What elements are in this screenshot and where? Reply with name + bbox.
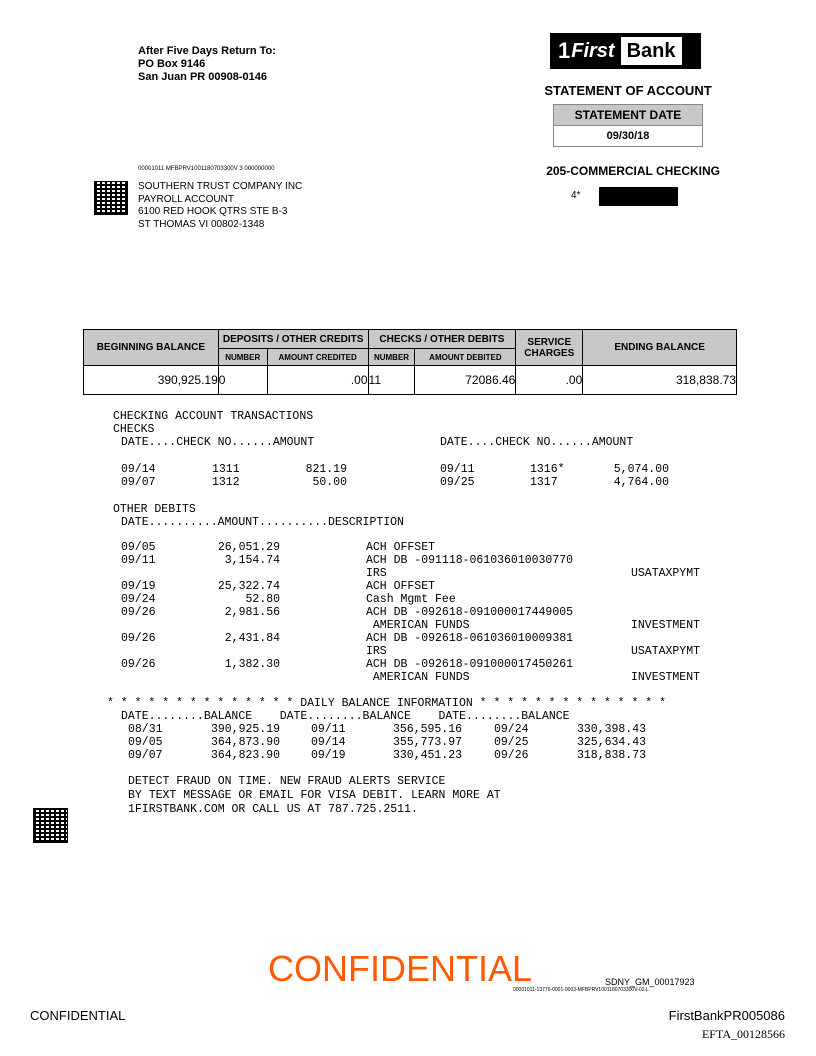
check-date: 09/11 [440,463,475,476]
balance-amount: 330,398.43 [576,723,646,736]
barcode-icon [94,181,128,215]
balance-date: 09/26 [494,749,529,762]
balance-date: 09/11 [311,723,346,736]
check-amount: 5,074.00 [613,463,669,476]
balance-amount: 356,595.16 [392,723,462,736]
balance-amount: 318,838.73 [576,749,646,762]
beginning-balance-header: BEGINNING BALANCE [84,330,219,366]
debit-amount: 2,431.84 [224,632,280,645]
amount-credited-value: .00 [267,366,368,395]
statement-date-value: 09/30/18 [606,130,650,142]
debit-description: ACH OFFSET [366,541,436,554]
debit-description-line2: IRS [366,567,387,580]
debit-description: ACH DB -091118-061036010030770 [366,554,574,567]
check-amount: 821.19 [305,463,347,476]
mailing-line: PAYROLL ACCOUNT [138,193,234,205]
debit-date: 09/26 [121,658,156,671]
debit-description-line2: IRS [366,645,387,658]
check-date: 09/14 [121,463,156,476]
debit-amount: 52.80 [245,593,280,606]
debit-tag: INVESTMENT [630,619,700,632]
ending-balance-header: ENDING BALANCE [583,330,737,366]
service-charges-value: .00 [516,366,583,395]
mailing-address [138,181,302,231]
amount-debited-value: 72086.46 [415,366,516,395]
debit-description-line2: AMERICAN FUNDS [366,619,470,632]
return-address [138,45,276,84]
debit-amount: 2,981.56 [224,606,280,619]
balance-amount: 390,925.19 [210,723,280,736]
statement-date-label: STATEMENT DATE [554,105,702,126]
balance-amount: 364,873.90 [210,736,280,749]
other-debits-label: OTHER DEBITS [113,503,196,516]
checks-number-header: NUMBER [368,349,415,366]
transactions-title: CHECKING ACCOUNT TRANSACTIONS [113,410,314,423]
statement-date-box [553,104,703,147]
logo-bank: Bank [621,37,682,65]
debit-date: 09/24 [121,593,156,606]
checks-header-left: DATE....CHECK NO......AMOUNT [121,436,315,449]
redaction-box [599,187,678,206]
confidential-stamp: CONFIDENTIAL [268,948,533,989]
mailing-line: ST THOMAS VI 00802-1348 [138,218,265,230]
debit-description: ACH OFFSET [366,580,436,593]
amount-debited-header: AMOUNT DEBITED [415,349,516,366]
debit-description: Cash Mgmt Fee [366,593,456,606]
beginning-balance-value: 390,925.19 [84,366,219,395]
balance-date: 09/25 [494,736,529,749]
debit-description: ACH DB -092618-061036010009381 [366,632,574,645]
service-charges-header: SERVICE CHARGES [516,330,583,366]
debit-date: 09/05 [121,541,156,554]
debit-description: ACH DB -092618-091000017450261 [366,658,574,671]
fraud-notice-line: BY TEXT MESSAGE OR EMAIL FOR VISA DEBIT. LEARN MORE AT [128,789,501,802]
debit-date: 09/26 [121,606,156,619]
balance-date: 09/24 [494,723,529,736]
debit-date: 09/19 [121,580,156,593]
logo-first: First [571,39,615,62]
fraud-notice-line: DETECT FRAUD ON TIME. NEW FRAUD ALERTS SERVICE [128,775,446,788]
amount-credited-header: AMOUNT CREDITED [267,349,368,366]
fraud-notice-line: 1FIRSTBANK.COM OR CALL US AT 787.725.2511. [128,803,418,816]
efta-number: EFTA_00128566 [701,1027,785,1041]
balance-date: 09/19 [311,749,346,762]
checks-number-value: 11 [368,366,415,395]
firstbank-bates-number: FirstBankPR005086 [668,1008,785,1023]
account-summary-table [83,329,737,395]
return-address-line: After Five Days Return To: [138,45,276,57]
document-code: 00001011-13776-0001-0003-MFBPRV1001180703300V-02-L [513,987,649,993]
debit-tag: USATAXPYMT [630,567,700,580]
checks-header: CHECKS / OTHER DEBITS [368,330,516,349]
check-amount: 4,764.00 [613,476,669,489]
check-number: 1317 [530,476,558,489]
debit-amount: 25,322.74 [217,580,280,593]
daily-balance-header: DATE........BALANCE DATE........BALANCE DATE........BALANCE [121,710,570,723]
balance-date: 09/05 [128,736,163,749]
account-type: 205-COMMERCIAL CHECKING [546,164,720,178]
debit-tag: INVESTMENT [630,671,700,684]
bank-logo [550,33,701,69]
check-number: 1316* [530,463,565,476]
barcode-icon [33,808,68,843]
debit-date: 09/26 [121,632,156,645]
balance-amount: 355,773.97 [392,736,462,749]
debit-date: 09/11 [121,554,156,567]
return-address-line: San Juan PR 00908-0146 [138,71,268,83]
mailing-name: SOUTHERN TRUST COMPANY INC [138,181,303,192]
deposits-header: DEPOSITS / OTHER CREDITS [218,330,368,349]
debit-description: ACH DB -092618-091000017449005 [366,606,574,619]
deposits-number-header: NUMBER [218,349,267,366]
checks-label: CHECKS [113,423,155,436]
mail-scanline: 00001011 MFBPRV1001180703300V 3 000000000 [138,166,275,172]
checks-header-right: DATE....CHECK NO......AMOUNT [440,436,634,449]
check-date: 09/25 [440,476,475,489]
check-number: 1312 [212,476,240,489]
confidential-footer: CONFIDENTIAL [30,1008,126,1023]
return-address-line: PO Box 9146 [138,58,206,70]
balance-amount: 330,451.23 [392,749,462,762]
check-amount: 50.00 [312,476,347,489]
sdny-bates-number: SDNY_GM_00017923 [605,977,695,987]
check-date: 09/07 [121,476,156,489]
logo-one: 1 [558,38,571,63]
statement-title: STATEMENT OF ACCOUNT [544,83,712,98]
balance-date: 09/07 [128,749,163,762]
balance-amount: 325,634.43 [576,736,646,749]
debit-amount: 26,051.29 [217,541,280,554]
account-number-prefix: 4* [571,190,581,201]
debit-amount: 1,382.30 [224,658,280,671]
daily-balance-title: * * * * * * * * * * * * * * DAILY BALANCE INFORMATION * * * * * * * * * * * * * * [107,697,666,710]
ending-balance-value: 318,838.73 [583,366,737,395]
check-number: 1311 [212,463,240,476]
balance-date: 08/31 [128,723,163,736]
other-debits-header: DATE..........AMOUNT..........DESCRIPTION [121,516,404,529]
debit-description-line2: AMERICAN FUNDS [366,671,470,684]
deposits-number-value: 0 [218,366,267,395]
debit-tag: USATAXPYMT [630,645,700,658]
mailing-line: 6100 RED HOOK QTRS STE B-3 [138,206,288,217]
balance-amount: 364,823.90 [210,749,280,762]
debit-amount: 3,154.74 [224,554,280,567]
balance-date: 09/14 [311,736,346,749]
